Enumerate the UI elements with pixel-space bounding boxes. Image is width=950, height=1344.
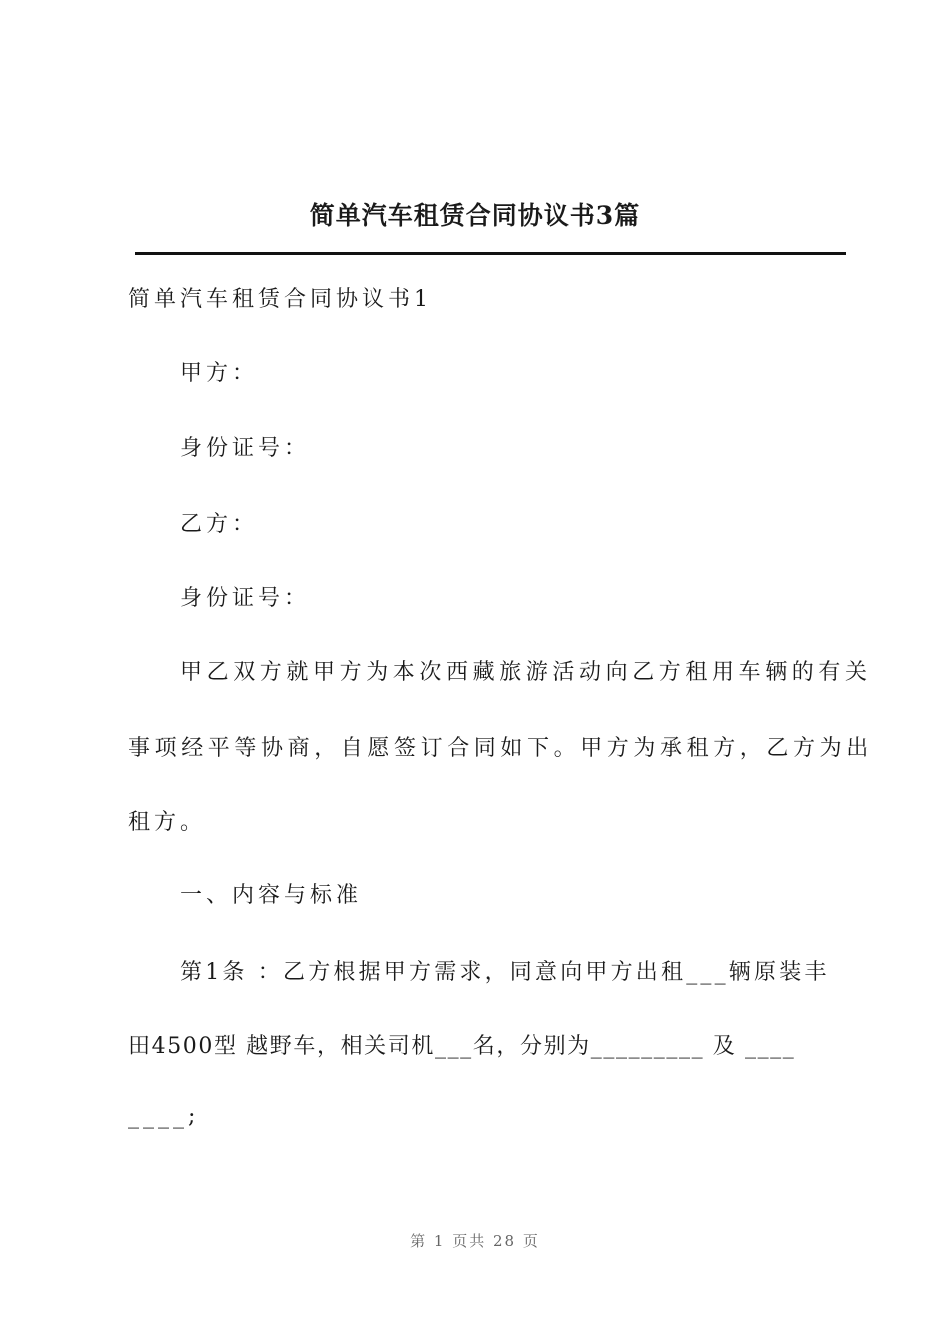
title-rule — [135, 252, 846, 255]
id-number-a-label: 身份证号： — [180, 436, 311, 461]
page-footer: 第 1 页共 28 页 — [410, 1232, 540, 1250]
heading-content-standard: 一、内容与标准 — [180, 883, 363, 908]
paragraph-line-3: 租方。 — [128, 810, 207, 835]
party-a-label: 甲方： — [180, 361, 259, 386]
paragraph-line-2: 事项经平等协商，自愿签订合同如下。甲方为承租方，乙方为出 — [128, 736, 873, 761]
clause-1-line-2: 田4500型 越野车，相关司机___名，分别为_________ 及 ____ — [128, 1034, 796, 1059]
party-b-label: 乙方： — [180, 512, 259, 537]
clause-1-line-1: 第1条 ：乙方根据甲方需求，同意向甲方出租___辆原装丰 — [180, 960, 830, 985]
clause-1-line-3: ____; — [128, 1104, 200, 1129]
paragraph-line-1: 甲乙双方就甲方为本次西藏旅游活动向乙方租用车辆的有关 — [180, 660, 872, 685]
id-number-b-label: 身份证号： — [180, 586, 311, 611]
section-heading: 简单汽车租赁合同协议书1 — [128, 287, 432, 312]
document-title: 简单汽车租赁合同协议书3篇 — [309, 201, 641, 230]
